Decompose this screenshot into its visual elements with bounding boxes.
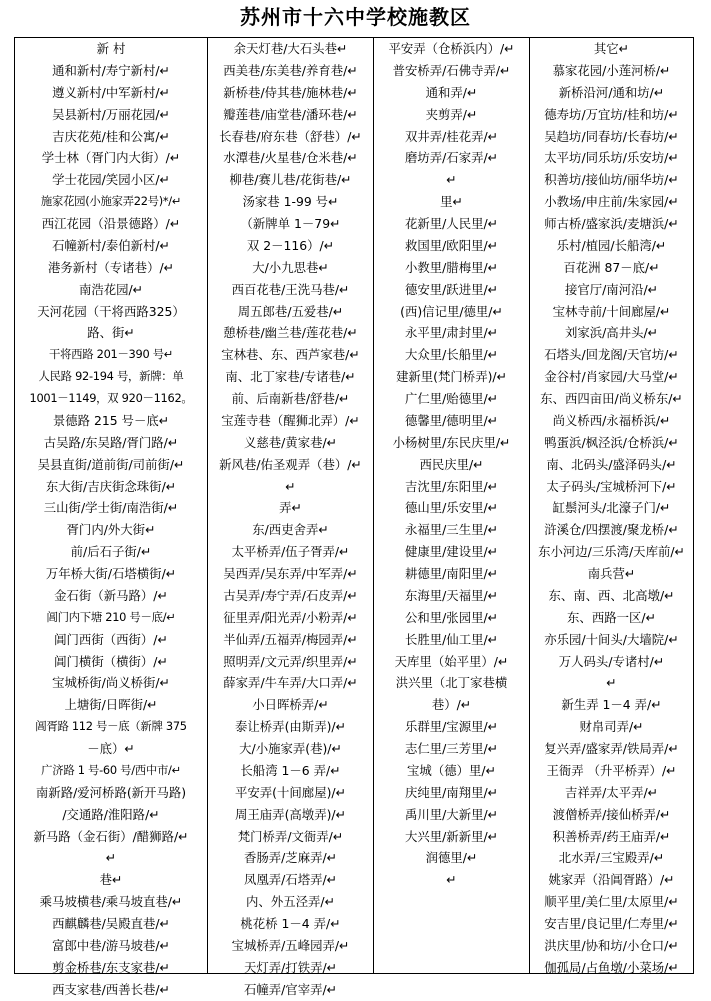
table-cell: 新生弄 1－4 弄/↵ <box>561 697 662 713</box>
table-cell: 里↵ <box>440 194 463 210</box>
table-cell: 禹川里/大新里/↵ <box>404 806 499 822</box>
table-cell: 救国里/欧阳里/↵ <box>404 237 499 253</box>
table-cell: 东海里/天福里/↵ <box>404 587 499 603</box>
table-cell: 东、西路一区/↵ <box>567 609 656 625</box>
table-cell: 长胜里/仙工里/↵ <box>404 631 499 647</box>
table-cell: ↵ <box>606 675 617 691</box>
table-cell: 健康里/建设里/↵ <box>404 544 499 560</box>
table-cell: 周五郎巷/五爱巷/↵ <box>237 303 344 319</box>
table-cell: 新桥巷/侍其巷/施林巷/↵ <box>223 84 358 100</box>
table-cell: 宝林巷、东、西芦家巷/↵ <box>221 347 360 363</box>
table-cell: 通和弄/↵ <box>425 84 478 100</box>
table-cell: 安吉里/良记里/仁寿里/↵ <box>544 916 679 931</box>
table-cell: 吴县直街/道前街/司前街/↵ <box>37 456 185 472</box>
table-cell <box>374 913 529 935</box>
table-cell: 德馨里/德明里/↵ <box>404 412 499 428</box>
table-cell: 桃花桥 1－4 弄/↵ <box>240 916 341 931</box>
table-cell: 半仙弄/五福弄/梅园弄/↵ <box>223 631 358 647</box>
column-streets-new-villages <box>15 38 207 997</box>
table-cell: 小日晖桥弄/↵ <box>252 697 329 713</box>
table-cell: 慕家花园/小莲河桥/↵ <box>552 62 671 78</box>
table-cell: 南、北码头/盛泽码头/↵ <box>546 456 677 472</box>
table-cell: 石幢新村/泰伯新村/↵ <box>52 237 170 253</box>
table-cell: 吉祥弄/太平弄/↵ <box>564 784 659 800</box>
column-alleys-li <box>373 38 529 973</box>
table-cell: 复兴弄/盛家弄/铁局弄/↵ <box>544 741 679 756</box>
column-lanes <box>207 38 373 997</box>
table-cell: 其它↵ <box>593 41 630 56</box>
table-cell: 洪兴里（北丁家巷横 <box>395 675 508 691</box>
table-cell: 南新路/爱河桥路(新开马路) <box>35 784 187 800</box>
table-cell: 富郎中巷/游马坡巷/↵ <box>52 937 170 953</box>
table-cell: 财帛司弄/↵ <box>579 719 644 735</box>
table-cell: 双井弄/桂花弄/↵ <box>404 128 499 144</box>
table-cell: 刘家浜/高井头/↵ <box>564 325 659 341</box>
table-cell: 鸭蛋浜/枫泾浜/仓桥浜/↵ <box>544 434 679 450</box>
table-cell: 师古桥/盛家浜/麦塘浜/↵ <box>544 216 679 231</box>
table-cell: 金谷村/肖家园/大马堂/↵ <box>544 369 679 385</box>
table-cell: 南兵营↵ <box>587 566 636 581</box>
table-cell: 新桥沿河/通和坊/↵ <box>558 84 665 100</box>
table-cell: 弄↵ <box>279 500 302 516</box>
table-cell <box>374 935 529 957</box>
table-cell: 乘马坡横巷/乘马坡直巷/↵ <box>39 894 183 910</box>
table-cell: 东、西四亩田/尚义桥东/↵ <box>540 391 683 406</box>
table-cell: 磨坊弄/石家弄/↵ <box>404 150 499 166</box>
table-cell: ↵ <box>446 872 457 888</box>
table-cell: 东大街/吉庆街念珠街/↵ <box>45 478 177 494</box>
table-cell: 梵门桥弄/文衙弄/↵ <box>237 828 344 844</box>
table-cell: 金石街（新马路）/↵ <box>54 587 168 603</box>
table-cell: 积善桥弄/药王庙弄/↵ <box>552 828 671 844</box>
district-table <box>14 37 694 997</box>
table-cell: 建新里(梵门桥弄)/↵ <box>396 369 507 385</box>
table-cell: 大众里/长船里/↵ <box>404 347 499 363</box>
table-cell: 水潭巷/火星巷/仓米巷/↵ <box>223 150 358 166</box>
table-cell: 石塔头/回龙阁/天官坊/↵ <box>544 347 679 363</box>
table-cell: 浒溪仓/四摆渡/聚龙桥/↵ <box>544 522 679 538</box>
table-cell: 天库里（始平里）/↵ <box>394 653 509 669</box>
table-cell: 志仁里/三芳里/↵ <box>404 741 499 756</box>
table-cell: /交通路/淮阳路/↵ <box>62 806 160 822</box>
table-cell: 干将西路 201－390 号↵ <box>48 347 174 362</box>
table-cell: 学士花园/笑园小区/↵ <box>52 172 170 188</box>
table-cell: 内、外五泾弄/↵ <box>246 894 335 910</box>
table-cell: 万人码头/专诸村/↵ <box>558 653 665 669</box>
table-cell: 大兴里/新新里/↵ <box>404 828 499 844</box>
table-cell: 接官厅/南河沿/↵ <box>564 281 659 297</box>
table-cell: 宝莲寺巷（醒狮北弄）/↵ <box>221 412 360 428</box>
table-cell: 宝城（德）里/↵ <box>407 762 496 778</box>
table-cell: 永福里/三生里/↵ <box>404 522 499 538</box>
table-cell: 吉沈里/东阳里/↵ <box>404 478 499 494</box>
table-cell: 王衙弄 （升平桥弄）/↵ <box>546 762 677 778</box>
table-cell: 石幢弄/官宰弄/↵ <box>243 981 338 997</box>
table-cell: 渡僧桥弄/接仙桥弄/↵ <box>552 806 671 822</box>
table-cell: 瓣莲巷/庙堂巷/潘环巷/↵ <box>223 106 358 122</box>
table-cell: 北水弄/三宝殿弄/↵ <box>558 850 665 866</box>
table-cell: 通和新村/寿宁新村/↵ <box>52 62 170 78</box>
table-cell: 阊门横街（横街）/↵ <box>54 653 168 669</box>
table-cell: 吉庆花苑/桂和公寓/↵ <box>52 128 170 144</box>
table-cell: 施家花园(小施家弄22号)*/↵ <box>40 194 182 209</box>
table-cell: 积善坊/接仙坊/丽华坊/↵ <box>544 172 679 188</box>
table-cell: 新风巷/佑圣观弄（巷）/↵ <box>219 456 362 472</box>
table-cell: 南、北丁家巷/专诸巷/↵ <box>225 369 356 385</box>
table-cell: 亦乐园/十间头/大墙院/↵ <box>544 631 679 647</box>
table-cell: 西江花园（沿景德路）/↵ <box>41 216 181 231</box>
table-cell: 古吴路/东吴路/胥门路/↵ <box>43 434 179 450</box>
table-cell: 万年桥大街/石塔横街/↵ <box>45 566 177 581</box>
table-cell: (西)信记里/德里/↵ <box>400 303 503 319</box>
table-cell: 润德里/↵ <box>425 850 478 866</box>
table-cell: 长春巷/府东巷（舒巷）/↵ <box>219 128 362 144</box>
table-cell: 吴趋坊/同春坊/长春坊/↵ <box>544 128 679 144</box>
table-cell: 宝林寺前/十间廊屋/↵ <box>552 303 671 319</box>
table-cell: 照明弄/文元弄/织里弄/↵ <box>223 653 358 669</box>
table-cell: 太平坊/同乐坊/乐安坊/↵ <box>544 150 679 166</box>
table-cell: ↵ <box>105 850 117 866</box>
table-cell: 普安桥弄/石佛寺弄/↵ <box>392 62 511 78</box>
table-cell: 大/小施家弄(巷)/↵ <box>239 741 342 756</box>
table-cell: 剪金桥巷/东支家巷/↵ <box>52 959 170 975</box>
table-cell: （新牌单 1－79↵ <box>240 216 341 231</box>
table-cell: 西百花巷/王洗马巷/↵ <box>231 281 350 297</box>
table-cell: ↵ <box>285 478 296 494</box>
table-cell: 前/后石子街/↵ <box>70 544 152 560</box>
table-cell: 古吴弄/寿宁弄/石皮弄/↵ <box>223 587 358 603</box>
page-title: 苏州市十六中学校施教区 <box>240 5 471 29</box>
table-cell: 平安弄（仓桥浜内）/↵ <box>388 41 515 56</box>
table-cell <box>374 891 529 913</box>
table-cell: 百花洲 87－底/↵ <box>563 259 660 275</box>
table-cell: 西民庆里/↵ <box>419 456 484 472</box>
table-cell: 双 2－116）/↵ <box>246 237 335 253</box>
table-cell: 人民路 92-194 号，新牌：单 <box>38 369 184 384</box>
table-cell: 天灯弄/打铁弄/↵ <box>243 959 338 975</box>
table-cell: 庆纯里/南翔里/↵ <box>404 784 499 800</box>
table-cell: 香肠弄/芝麻弄/↵ <box>243 850 338 866</box>
table-cell: 平安弄(十间廊屋)/↵ <box>235 784 346 800</box>
table-cell: 憩桥巷/幽兰巷/莲花巷/↵ <box>223 325 358 341</box>
table-cell: 巷↵ <box>99 872 123 888</box>
table-cell: 德山里/乐安里/↵ <box>404 500 499 516</box>
table-cell: 东小河边/三乐湾/天库前/↵ <box>538 544 685 560</box>
table-cell: 泰让桥弄(由斯弄)/↵ <box>235 719 346 735</box>
table-cell: 阊门内下塘 210 号－底/↵ <box>46 609 176 624</box>
column-others <box>529 38 693 973</box>
table-cell: 三山街/学士街/南浩街/↵ <box>43 500 179 516</box>
table-cell: 夹剪弄/↵ <box>425 106 478 122</box>
table-cell: 公和里/张园里/↵ <box>404 609 499 625</box>
table-cell: 西美巷/东美巷/养育巷/↵ <box>223 62 358 78</box>
table-cell: 顺平里/美仁里/太原里/↵ <box>544 894 679 910</box>
table-cell: 小教场/申庄前/朱家园/↵ <box>544 194 679 210</box>
table-cell <box>374 957 529 979</box>
table-cell: 花新里/人民里/↵ <box>404 216 499 231</box>
table-cell: 1001－1149，双 920－1162。 <box>29 391 193 405</box>
table-cell: 上塘街/日晖街/↵ <box>64 697 158 713</box>
table-cell: 新马路（金石街）/醋狮路/↵ <box>33 828 189 844</box>
table-cell: 宝城桥弄/五峰园弄/↵ <box>231 937 350 953</box>
table-cell: 宝城桥街/尚义桥街/↵ <box>52 675 170 691</box>
table-cell: 耕德里/南阳里/↵ <box>404 566 499 581</box>
table-cell: 南浩花园/↵ <box>78 281 144 297</box>
table-cell: 凤凰弄/石塔弄/↵ <box>243 872 338 888</box>
table-cell: 港务新村（专诸巷）/↵ <box>47 259 175 275</box>
table-cell: 德安里/跃进里/↵ <box>404 281 499 297</box>
table-cell: 太平桥弄/伍子胥弄/↵ <box>231 544 350 560</box>
table-cell: 吴西弄/吴东弄/中军弄/↵ <box>223 566 358 581</box>
table-cell: 洪庆里/协和坊/小仓口/↵ <box>544 937 679 953</box>
table-cell: 天河花园（干将西路325） <box>37 303 185 319</box>
table-cell: 西支家巷/西善长巷/↵ <box>52 981 170 997</box>
table-cell: 伽孤局/占鱼墩/小菜场/↵ <box>544 959 679 975</box>
table-cell: 新 村 <box>96 41 126 56</box>
table-cell: 东/西吏舍弄↵ <box>252 522 329 538</box>
table-cell: 乐村/植园/长船湾/↵ <box>556 237 667 253</box>
table-cell: 广济路 1 号-60 号/西中市/↵ <box>41 762 181 777</box>
table-cell: 姚家弄（沿阊胥路）/↵ <box>548 872 675 888</box>
table-cell: 太子码头/宝城桥河下/↵ <box>546 478 677 494</box>
table-cell: 汤家巷 1-99 号↵ <box>242 194 339 210</box>
table-cell: 吴县新村/万丽花园/↵ <box>52 106 170 122</box>
table-cell: 学士林（胥门内大街）/↵ <box>41 150 181 166</box>
table-cell: 东、南、西、北高墩/↵ <box>548 587 675 603</box>
table-cell: 小教里/腊梅里/↵ <box>404 259 499 275</box>
table-cell: 前、后南新巷/舒巷/↵ <box>231 391 350 406</box>
table-cell: 胥门内/外大街↵ <box>66 522 156 538</box>
table-cell: 阊胥路 112 号－底（新牌 375 <box>35 719 187 734</box>
table-cell: 义慈巷/黄家巷/↵ <box>243 434 338 450</box>
table-cell: 西麒麟巷/吴殿直巷/↵ <box>52 916 170 931</box>
table-cell: 广仁里/贻德里/↵ <box>404 391 499 406</box>
table-cell: ↵ <box>446 172 457 188</box>
table-cell: 乐群里/宝源里/↵ <box>404 719 499 735</box>
table-cell: 永平里/肃封里/↵ <box>404 325 499 341</box>
table-cell <box>374 979 529 1001</box>
table-cell: 巷）/↵ <box>431 697 472 713</box>
table-cell: 德寿坊/万宜坊/桂和坊/↵ <box>544 106 679 122</box>
table-cell: 尚义桥西/永福桥浜/↵ <box>552 412 671 428</box>
table-cell: －底）↵ <box>87 741 135 756</box>
table-cell: 周王庙弄(高墩弄)/↵ <box>235 806 346 822</box>
table-cell: 柳巷/赛儿巷/花街巷/↵ <box>229 172 352 188</box>
table-cell: 征里弄/阳光弄/小粉弄/↵ <box>223 609 358 625</box>
table-cell: 长船湾 1－6 弄/↵ <box>240 762 341 778</box>
table-cell: 景德路 215 号－底↵ <box>52 412 170 428</box>
table-cell: 遵义新村/中军新村/↵ <box>52 84 170 100</box>
table-cell: 余天灯巷/大石头巷↵ <box>233 41 348 56</box>
table-cell: 薛家弄/牛车弄/大口弄/↵ <box>223 675 358 691</box>
table-cell: 小杨树里/东民庆里/↵ <box>392 434 511 450</box>
table-cell: 阊门西街（西街）/↵ <box>54 631 168 647</box>
table-cell: 大/小九思巷↵ <box>252 259 329 275</box>
table-cell: 缸鬃河头/北濠子门/↵ <box>552 500 671 516</box>
table-cell: 路、街↵ <box>87 325 135 341</box>
